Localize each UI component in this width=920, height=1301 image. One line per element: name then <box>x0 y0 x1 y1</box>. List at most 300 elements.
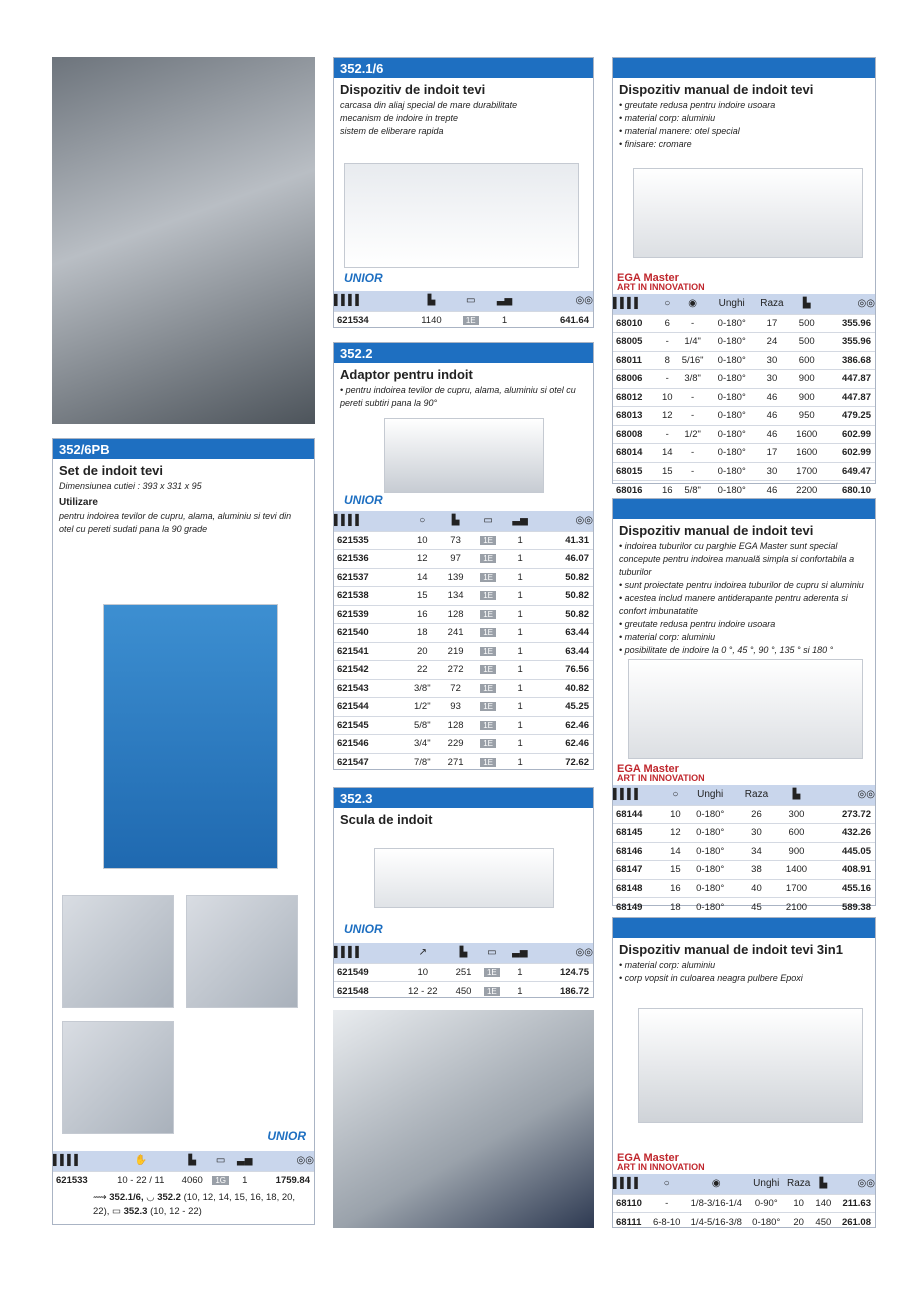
table-row <box>613 444 875 463</box>
product-code: 621539 <box>334 605 405 624</box>
product-photo-bender-in-use <box>52 57 315 424</box>
product-code: 68006 <box>613 370 659 389</box>
table-cell: 20 <box>784 1213 813 1232</box>
bullet: • finisare: cromare <box>619 139 692 149</box>
table-cell: 0-180° <box>710 351 754 370</box>
size-icon: ↗ <box>396 943 449 963</box>
table-row <box>334 311 593 330</box>
package-badge: 1E <box>480 721 496 730</box>
product-code: 621536 <box>334 550 405 569</box>
product-code: 621544 <box>334 698 405 717</box>
product-code: 621545 <box>334 716 405 735</box>
table-cell: 16 <box>405 605 439 624</box>
table-cell: 900 <box>790 370 823 389</box>
bullet: • posibilitate de indoire la 0 °, 45 °, 90 °, 135 ° si 180 ° <box>619 645 834 655</box>
table-cell: 12 <box>659 407 676 426</box>
table-row <box>613 861 875 880</box>
table-cell: 0-180° <box>710 388 754 407</box>
table-cell <box>472 568 504 587</box>
table-cell: 3/8" <box>676 370 710 389</box>
table-row <box>613 824 875 843</box>
table-row <box>334 568 593 587</box>
table-cell <box>478 982 506 1001</box>
table-cell: 30 <box>754 462 791 481</box>
product-panel-ega-3in1 <box>612 917 876 1228</box>
table-cell: 1 <box>504 735 536 754</box>
table-cell: 300 <box>777 805 815 824</box>
product-image-manual-bender <box>633 168 863 258</box>
price-coins-icon: ◎◎ <box>536 511 593 531</box>
table-row <box>613 805 875 824</box>
product-panel-ega-2 <box>612 498 876 913</box>
product-code: 68015 <box>613 462 659 481</box>
inch-icon: ◉ <box>676 294 710 314</box>
table-cell <box>208 1171 233 1190</box>
package-badge: 1E <box>480 573 496 582</box>
bullet: • material corp: aluminiu <box>619 632 716 642</box>
table-cell: 140 <box>813 1194 833 1213</box>
table-cell: 1 <box>488 311 521 330</box>
table-cell: 1600 <box>790 444 823 463</box>
quantity-icon: ▃▅ <box>504 511 536 531</box>
package-icon: ▭ <box>472 511 504 531</box>
table-cell: 72 <box>439 679 472 698</box>
table-cell: 128 <box>439 605 472 624</box>
product-code: 621533 <box>53 1171 105 1190</box>
bullet: • material corp: aluminiu <box>619 113 716 123</box>
price: 408.91 <box>815 861 875 880</box>
price: 261.08 <box>833 1213 875 1232</box>
inch-icon: ◉ <box>684 1174 749 1194</box>
bullet: • corp vopsit in culoarea neagra pulbere Epoxi <box>619 973 803 983</box>
price-coins-icon: ◎◎ <box>256 1151 314 1171</box>
table-cell: 1 <box>506 963 534 982</box>
product-code: 621540 <box>334 624 405 643</box>
adaptor-icon: ◡ <box>146 1192 155 1203</box>
product-code-bar: 352/6PB <box>53 439 314 459</box>
bullet: • sunt proiectate pentru indoirea tuburilor de cupru si aluminiu <box>619 580 864 590</box>
bullet: • greutate redusa pentru indoire usoara <box>619 619 776 629</box>
table-cell: 10 <box>784 1194 813 1213</box>
table-row <box>613 370 875 389</box>
table-cell: 0-180° <box>685 898 736 917</box>
price: 479.25 <box>823 407 875 426</box>
table-cell: 1/4-5/16-3/8 <box>684 1213 749 1232</box>
package-badge: 1E <box>480 628 496 637</box>
table-cell: 1 <box>504 698 536 717</box>
product-table <box>334 511 593 772</box>
table-cell: 1 <box>504 753 536 772</box>
price: 186.72 <box>534 982 593 1001</box>
table-row <box>613 898 875 917</box>
table-cell: 251 <box>449 963 477 982</box>
price: 1759.84 <box>256 1171 314 1190</box>
table-cell: 128 <box>439 716 472 735</box>
price: 50.82 <box>536 587 593 606</box>
table-cell: 46 <box>754 388 791 407</box>
header-bar <box>613 918 875 938</box>
table-cell: - <box>659 370 676 389</box>
price-coins-icon: ◎◎ <box>534 943 593 963</box>
price: 455.16 <box>815 879 875 898</box>
product-table <box>613 1174 875 1231</box>
package-icon: ▭ <box>454 291 488 311</box>
price-table <box>613 1174 875 1231</box>
table-cell: 0-180° <box>685 861 736 880</box>
table-cell: 1 <box>504 568 536 587</box>
product-image-lever-bender <box>628 659 863 759</box>
product-code: 621546 <box>334 735 405 754</box>
table-cell: 46 <box>754 481 791 500</box>
table-cell <box>472 716 504 735</box>
column-header: Unghi <box>685 785 736 805</box>
price-table <box>53 1151 314 1190</box>
price: 46.07 <box>536 550 593 569</box>
table-row <box>334 735 593 754</box>
table-cell <box>454 311 488 330</box>
barcode-icon: ▌▌▌▌ <box>334 291 409 311</box>
table-cell: 15 <box>666 861 685 880</box>
table-cell: 5/8" <box>405 716 439 735</box>
product-code: 68012 <box>613 388 659 407</box>
table-cell: 1 <box>233 1171 256 1190</box>
table-cell <box>472 587 504 606</box>
table-cell <box>472 698 504 717</box>
table-header <box>334 943 593 963</box>
usage-heading: Utilizare <box>59 497 98 508</box>
table-cell: 20 <box>405 642 439 661</box>
product-code: 621541 <box>334 642 405 661</box>
barcode-icon: ▌▌▌▌ <box>613 1174 649 1194</box>
price: 50.82 <box>536 568 593 587</box>
price: 680.10 <box>823 481 875 500</box>
table-row <box>613 314 875 333</box>
table-cell: 12 <box>666 824 685 843</box>
bullet: • indoirea tuburilor cu parghie EGA Master sunt special concepute pentru indoirea manuală simpla si confortabila a tuburilor <box>619 541 855 577</box>
product-title: Dispozitiv de indoit tevi <box>340 82 486 97</box>
product-code: 68145 <box>613 824 666 843</box>
bullet: • acestea includ manere antiderapante pentru aderenta si confort imbunatatite <box>619 593 848 616</box>
price-table <box>613 785 875 916</box>
content-code: 352.2 <box>157 1192 181 1203</box>
table-cell: 134 <box>439 587 472 606</box>
ega-master-logo: EGA Master ART IN INNOVATION <box>617 763 705 783</box>
table-cell: 1 <box>504 531 536 550</box>
table-cell: 1600 <box>790 425 823 444</box>
package-badge: 1E <box>480 536 496 545</box>
table-row <box>613 351 875 370</box>
product-code: 68014 <box>613 444 659 463</box>
product-image-detail-3 <box>62 1021 174 1134</box>
table-cell: 241 <box>439 624 472 643</box>
package-badge: 1E <box>480 702 496 711</box>
table-row <box>53 1171 314 1190</box>
product-code: 621543 <box>334 679 405 698</box>
product-image-bending-tool <box>374 848 554 908</box>
price: 41.31 <box>536 531 593 550</box>
table-header <box>334 511 593 531</box>
table-row <box>613 388 875 407</box>
table-row <box>613 879 875 898</box>
price: 211.63 <box>833 1194 875 1213</box>
product-panel-ega-1 <box>612 57 876 496</box>
product-code: 68008 <box>613 425 659 444</box>
table-cell <box>472 753 504 772</box>
table-row <box>613 842 875 861</box>
table-cell: 139 <box>439 568 472 587</box>
product-code: 621535 <box>334 531 405 550</box>
product-code: 68110 <box>613 1194 649 1213</box>
product-panel-352-3 <box>333 787 594 998</box>
column-header: Unghi <box>710 294 754 314</box>
table-row <box>334 716 593 735</box>
table-cell: 73 <box>439 531 472 550</box>
price-coins-icon: ◎◎ <box>833 1174 875 1194</box>
product-code: 68144 <box>613 805 666 824</box>
table-cell: 0-180° <box>710 314 754 333</box>
product-code: 621549 <box>334 963 396 982</box>
table-header <box>613 294 875 314</box>
table-cell: 16 <box>659 481 676 500</box>
price: 589.38 <box>815 898 875 917</box>
weight-icon: ▙ <box>409 291 453 311</box>
package-badge: 1G <box>212 1176 229 1185</box>
diameter-icon: ○ <box>666 785 685 805</box>
table-row <box>613 407 875 426</box>
table-row <box>613 462 875 481</box>
product-code-bar: 352.2 <box>334 343 593 363</box>
table-cell: 40 <box>735 879 777 898</box>
price: 63.44 <box>536 642 593 661</box>
product-panel-352-1-6 <box>333 57 594 328</box>
table-cell <box>472 605 504 624</box>
ega-master-logo: EGA Master ART IN INNOVATION <box>617 272 705 292</box>
unior-logo: UNIOR <box>344 271 383 285</box>
product-code: 68010 <box>613 314 659 333</box>
table-cell: 900 <box>777 842 815 861</box>
product-title: Adaptor pentru indoit <box>340 367 473 382</box>
barcode-icon: ▌▌▌▌ <box>334 511 405 531</box>
product-title: Dispozitiv manual de indoit tevi <box>619 523 814 538</box>
barcode-icon: ▌▌▌▌ <box>613 294 659 314</box>
table-cell: 1/2" <box>676 425 710 444</box>
table-cell: 8 <box>659 351 676 370</box>
table-cell: 0-180° <box>710 333 754 352</box>
price: 273.72 <box>815 805 875 824</box>
table-cell: 900 <box>790 388 823 407</box>
table-row <box>613 333 875 352</box>
price-table <box>334 511 593 772</box>
price: 602.99 <box>823 444 875 463</box>
product-code: 68011 <box>613 351 659 370</box>
package-badge: 1E <box>463 316 479 325</box>
table-cell: 1 <box>504 716 536 735</box>
table-row <box>613 1194 875 1213</box>
set-contents <box>93 1191 310 1219</box>
table-cell: - <box>649 1194 684 1213</box>
table-cell: 45 <box>735 898 777 917</box>
table-cell: 10 <box>396 963 449 982</box>
table-row <box>334 531 593 550</box>
table-cell: 1 <box>506 982 534 1001</box>
table-header <box>53 1151 314 1171</box>
table-cell: 18 <box>405 624 439 643</box>
table-cell <box>472 531 504 550</box>
product-code: 621542 <box>334 661 405 680</box>
table-cell: 14 <box>405 568 439 587</box>
quantity-icon: ▃▅ <box>488 291 521 311</box>
table-cell: 1140 <box>409 311 453 330</box>
price: 72.62 <box>536 753 593 772</box>
product-code: 68111 <box>613 1213 649 1232</box>
price: 649.47 <box>823 462 875 481</box>
table-cell: - <box>676 314 710 333</box>
product-code: 68013 <box>613 407 659 426</box>
table-cell <box>472 624 504 643</box>
table-cell: 1700 <box>790 462 823 481</box>
price: 50.82 <box>536 605 593 624</box>
column-header: Raza <box>735 785 777 805</box>
table-cell: 0-180° <box>710 425 754 444</box>
table-cell: 219 <box>439 642 472 661</box>
table-cell: 12 - 22 <box>396 982 449 1001</box>
table-cell: 16 <box>666 879 685 898</box>
table-cell: 0-180° <box>710 370 754 389</box>
table-cell: 1 <box>504 550 536 569</box>
table-header <box>613 1174 875 1194</box>
price: 124.75 <box>534 963 593 982</box>
price: 62.46 <box>536 716 593 735</box>
price: 63.44 <box>536 624 593 643</box>
product-image-bender <box>344 163 579 268</box>
table-header <box>613 785 875 805</box>
table-cell: 600 <box>790 351 823 370</box>
table-cell: - <box>676 444 710 463</box>
column-header: Raza <box>754 294 791 314</box>
product-code: 621537 <box>334 568 405 587</box>
bullet: • greutate redusa pentru indoire usoara <box>619 100 776 110</box>
table-cell: 0-180° <box>749 1213 784 1232</box>
table-cell: 500 <box>790 314 823 333</box>
table-cell <box>472 550 504 569</box>
price: 445.05 <box>815 842 875 861</box>
table-cell: 17 <box>754 314 791 333</box>
table-cell: 1 <box>504 624 536 643</box>
table-row <box>334 698 593 717</box>
price: 447.87 <box>823 370 875 389</box>
table-cell: 1/2" <box>405 698 439 717</box>
content-code: 352.3 <box>123 1206 148 1217</box>
package-badge: 1E <box>480 554 496 563</box>
price: 76.56 <box>536 661 593 680</box>
content-detail: (10, 12, 14, 15, 16, 18, 20, 22), <box>93 1192 296 1217</box>
table-cell: 93 <box>439 698 472 717</box>
table-cell: 500 <box>790 333 823 352</box>
product-code: 68147 <box>613 861 666 880</box>
package-icon: ▭ <box>208 1151 233 1171</box>
product-image-case-set <box>103 604 278 869</box>
table-cell: 0-180° <box>710 444 754 463</box>
bullet: carcasa din aliaj special de mare durabilitate <box>340 100 518 110</box>
table-header <box>334 291 593 311</box>
price: 355.96 <box>823 333 875 352</box>
table-cell: 14 <box>659 444 676 463</box>
table-cell: 10 - 22 / 11 <box>105 1171 176 1190</box>
weight-icon: ▙ <box>790 294 823 314</box>
table-cell <box>472 661 504 680</box>
table-row <box>334 679 593 698</box>
bullet: • material corp: aluminiu <box>619 960 716 970</box>
barcode-icon: ▌▌▌▌ <box>53 1151 105 1171</box>
product-code: 68148 <box>613 879 666 898</box>
product-table <box>613 294 875 499</box>
product-code: 621538 <box>334 587 405 606</box>
product-table <box>334 291 593 330</box>
table-cell: 1 <box>504 679 536 698</box>
bullet: • material manere: otel special <box>619 126 740 136</box>
price: 602.99 <box>823 425 875 444</box>
package-badge: 1E <box>484 968 500 977</box>
price-table <box>334 291 593 330</box>
table-cell: 1 <box>504 661 536 680</box>
table-cell: 46 <box>754 425 791 444</box>
table-cell: 6-8-10 <box>649 1213 684 1232</box>
table-cell <box>478 963 506 982</box>
table-row <box>613 481 875 500</box>
price: 447.87 <box>823 388 875 407</box>
table-cell: 0-180° <box>710 481 754 500</box>
package-badge: 1E <box>484 987 500 996</box>
table-row <box>334 642 593 661</box>
product-code: 621534 <box>334 311 409 330</box>
table-cell: 7/8" <box>405 753 439 772</box>
content-code: 352.1/6, <box>109 1192 144 1203</box>
table-cell: 1 <box>504 587 536 606</box>
table-cell: 30 <box>754 370 791 389</box>
product-code-bar: 352.1/6 <box>334 58 593 78</box>
bullet: • pentru indoirea tevilor de cupru, alama, aluminiu si otel cu pereti subtiri pana la 90° <box>340 385 576 408</box>
table-cell: - <box>676 462 710 481</box>
table-cell: 450 <box>813 1213 833 1232</box>
table-cell: 6 <box>659 314 676 333</box>
bender-icon: ⟿ <box>93 1192 107 1203</box>
table-cell: 17 <box>754 444 791 463</box>
table-cell: 3/4" <box>405 735 439 754</box>
table-cell: 600 <box>777 824 815 843</box>
table-cell: 1700 <box>777 879 815 898</box>
product-code: 621548 <box>334 982 396 1001</box>
unior-logo: UNIOR <box>267 1129 306 1143</box>
table-cell <box>472 735 504 754</box>
table-cell: - <box>676 388 710 407</box>
table-cell: 0-180° <box>685 842 736 861</box>
table-cell: 1 <box>504 642 536 661</box>
table-cell: 18 <box>666 898 685 917</box>
weight-icon: ▙ <box>439 511 472 531</box>
unior-logo: UNIOR <box>344 493 383 507</box>
product-photo-bending-in-use <box>333 1010 594 1228</box>
weight-icon: ▙ <box>813 1174 833 1194</box>
product-title: Set de indoit tevi <box>59 463 164 478</box>
bullet: pentru indoirea tevilor de cupru, alama, aluminiu si tevi din otel cu pereti sudati pana la 90 grade <box>59 511 292 534</box>
package-badge: 1E <box>480 591 496 600</box>
bullet: Dimensiunea cutiei : 393 x 331 x 95 <box>59 481 202 491</box>
table-row <box>613 1213 875 1232</box>
table-row <box>334 982 593 1001</box>
table-cell: - <box>659 333 676 352</box>
column-header: Unghi <box>749 1174 784 1194</box>
table-cell: 450 <box>449 982 477 1001</box>
